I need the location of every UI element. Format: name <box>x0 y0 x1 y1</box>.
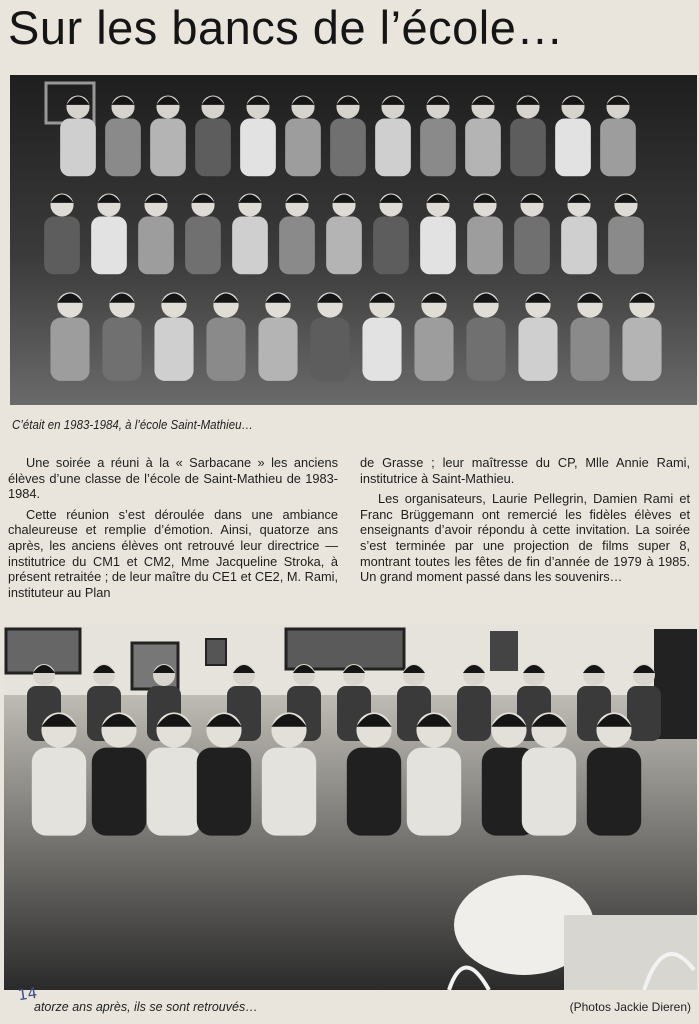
photo2-caption: atorze ans après, ils se sont retrouvés… <box>34 1000 258 1014</box>
photo1-caption: C’était en 1983-1984, à l’école Saint-Mathieu… <box>12 418 254 432</box>
handwritten-page-number: 14 <box>16 983 39 1005</box>
photo-credit: (Photos Jackie Dieren) <box>569 1000 691 1014</box>
paragraph: Les organisateurs, Laurie Pellegrin, Damien Rami et Franc Brüggemann ont remercié les fidèles élèves et enseignants d’avoir répondu à cette invitation. La soirée s’est terminée par une projection de films super 8, montrant toutes les fêtes de fin d’année de 1979 à 1985. Un grand moment passé dans les souvenirs… <box>360 491 690 585</box>
paragraph: Cette réunion s’est déroulée dans une ambiance chaleureuse et remplie d’émotion. Ainsi, quatorze ans après, les anciens élèves ont retrouvé leur directrice — institutrice du CM1 et CM2, Mme Jacqueline Stroka, à présent retraitée ; de leur maître du CE1 et CE2, M. Rami, instituteur au Plan <box>8 506 339 600</box>
article-column-right <box>360 455 690 590</box>
reunion-photo <box>4 625 697 990</box>
reunion-photo-image <box>4 625 697 990</box>
paragraph: Une soirée a réuni à la « Sarbacane » les anciens élèves d’une classe de l’école de Saint-Mathieu de 1983-1984. <box>8 455 338 502</box>
article-column-left <box>8 455 338 605</box>
article-headline: Sur les bancs de l’école… <box>8 1 564 54</box>
paragraph: de Grasse ; leur maîtresse du CP, Mlle Annie Rami, institutrice à Saint-Mathieu. <box>360 455 690 486</box>
class-photo-1983-image <box>10 75 697 405</box>
class-photo-1983 <box>10 75 697 405</box>
